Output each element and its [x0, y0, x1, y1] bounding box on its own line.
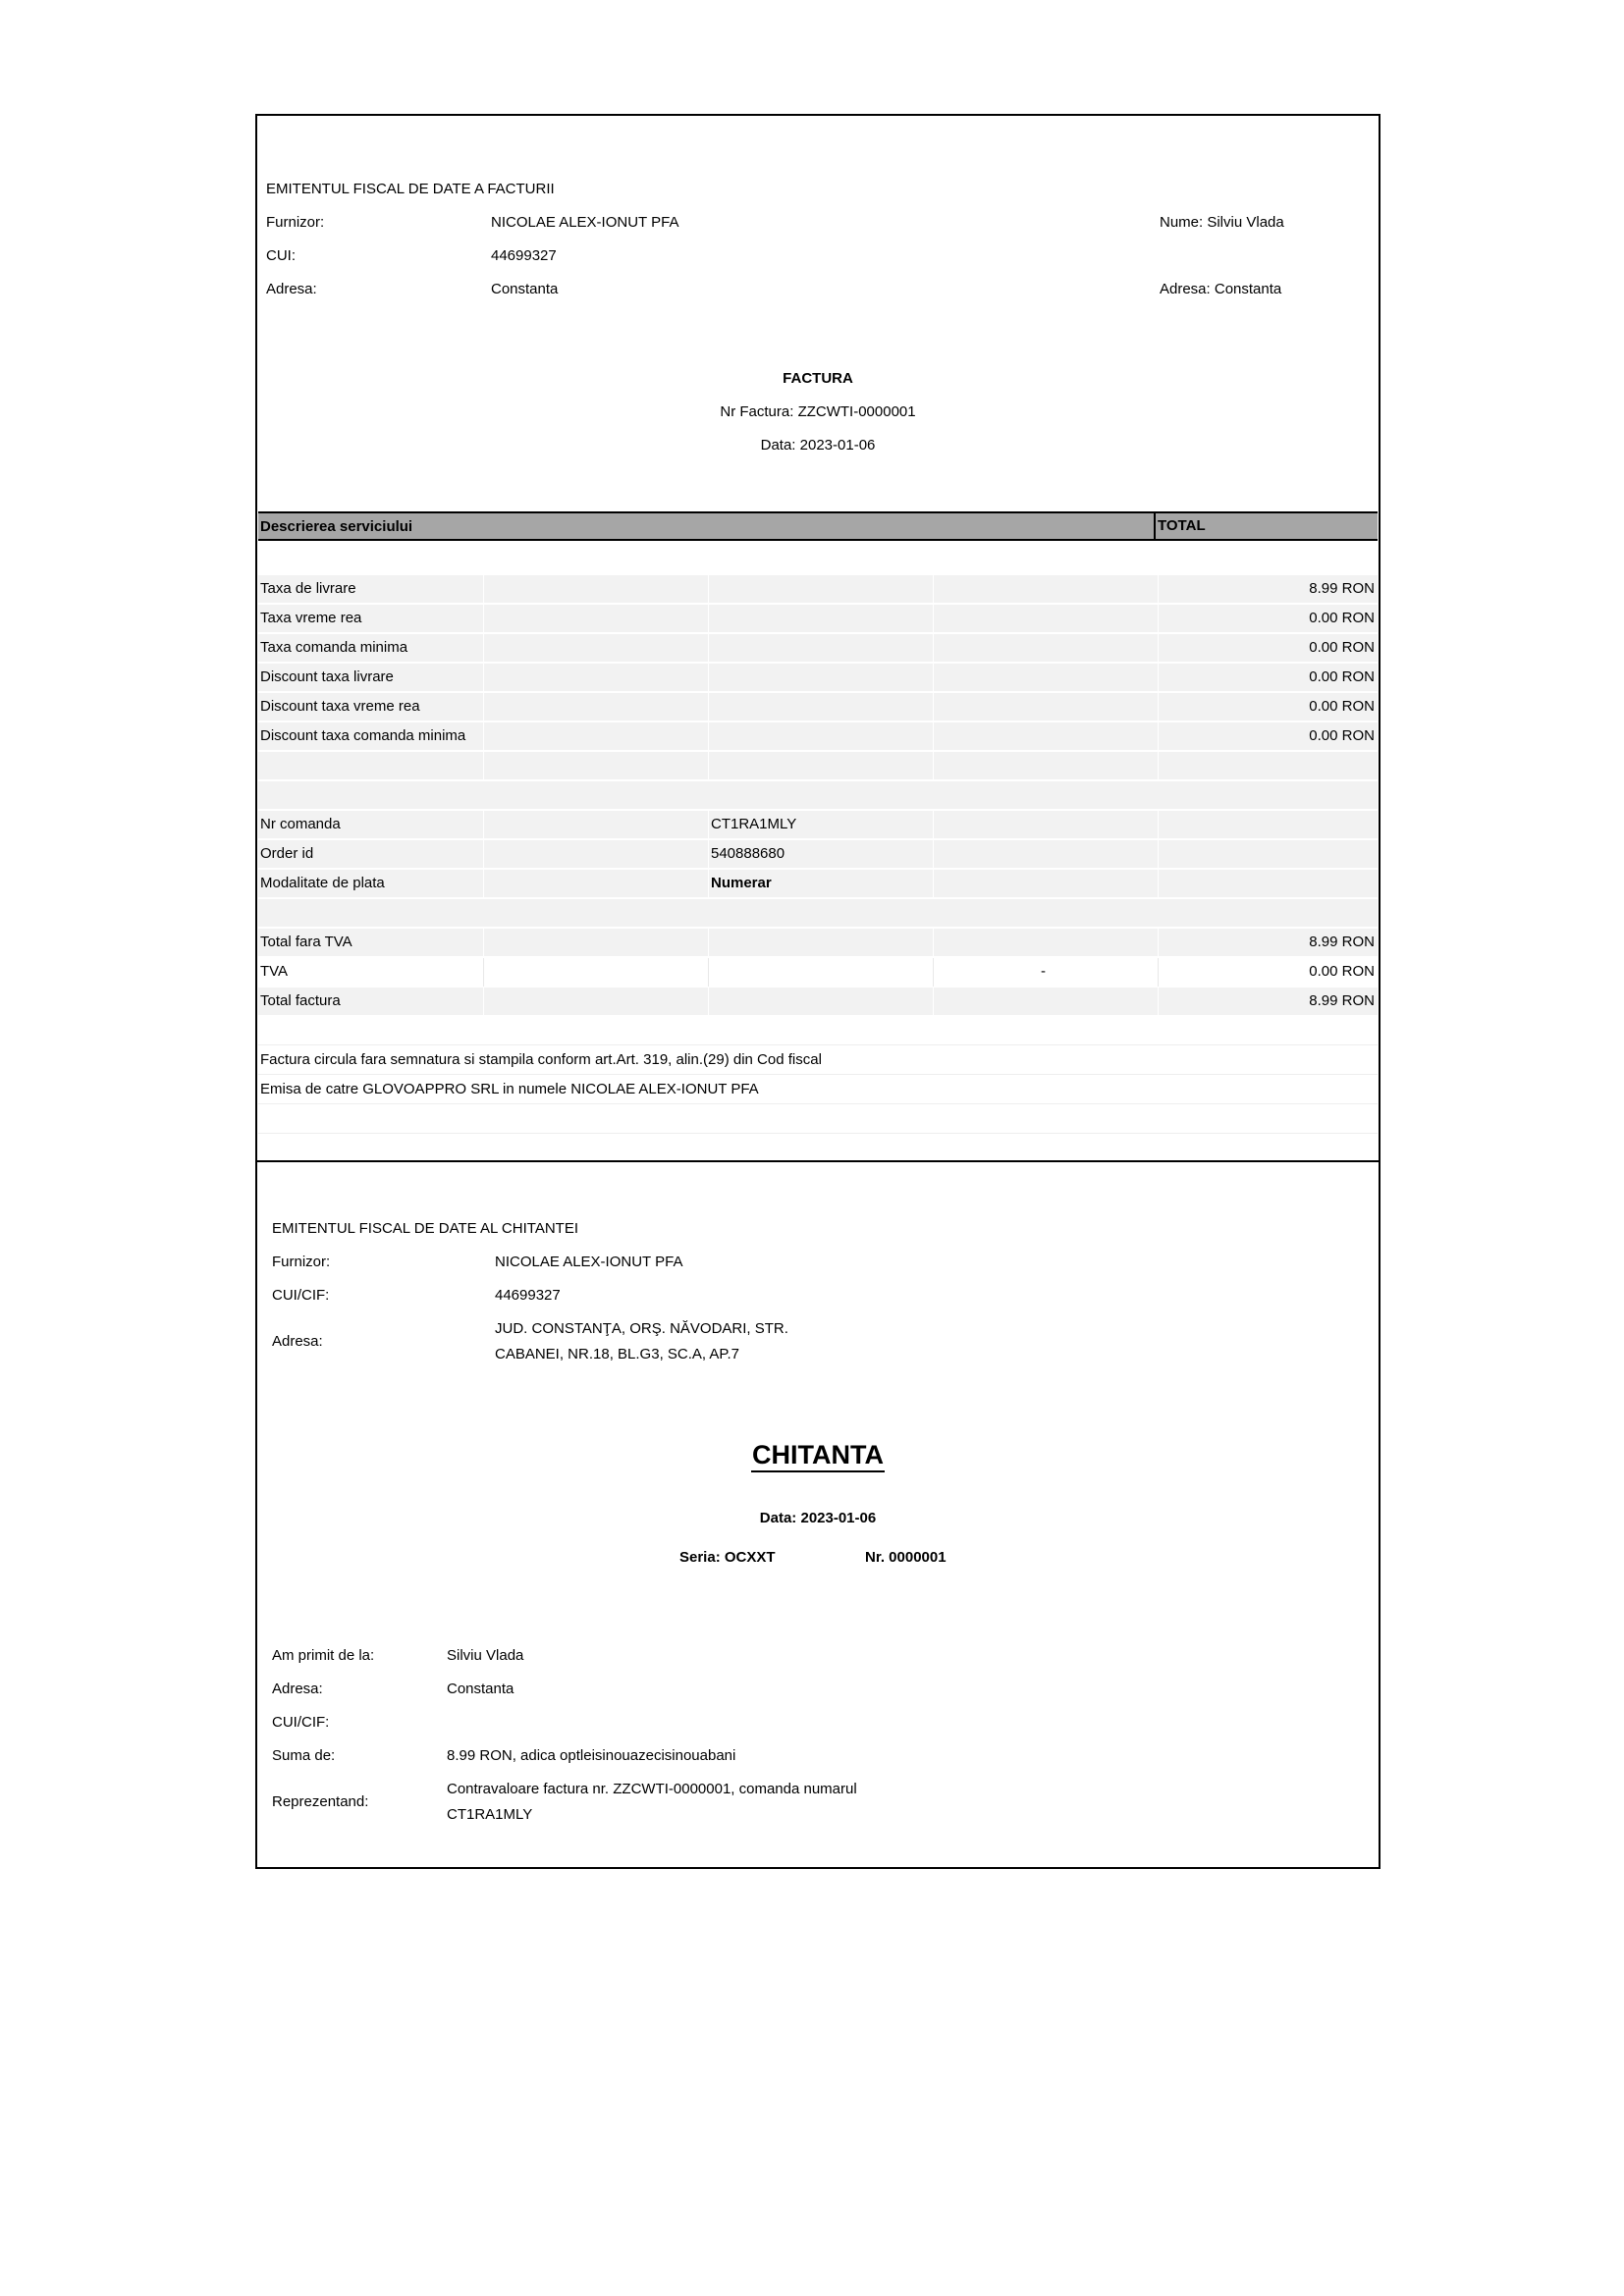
cui-value: 44699327	[491, 247, 557, 264]
header-total: TOTAL	[1154, 513, 1206, 539]
client-name: Nume: Silviu Vlada	[1160, 214, 1284, 231]
sum-value: 8.99 RON, adica optleisinouazecisinouabani	[447, 1747, 736, 1764]
payment-method-value: Numerar	[711, 875, 772, 891]
client-address: Adresa: Constanta	[1160, 281, 1282, 297]
table-row	[258, 840, 1378, 869]
fee-value: 8.99 RON	[1309, 580, 1375, 597]
invoice-number: Nr Factura: ZZCWTI-0000001	[720, 403, 916, 420]
table-row	[258, 899, 1378, 928]
total-label: TVA	[260, 963, 289, 980]
table-row	[258, 1105, 1378, 1134]
fee-label: Discount taxa vreme rea	[260, 698, 420, 715]
order-value: 540888680	[711, 845, 785, 862]
tva-dash: -	[1041, 963, 1046, 980]
total-value: 8.99 RON	[1309, 992, 1375, 1009]
table-row	[258, 811, 1378, 839]
address-label: Adresa:	[266, 281, 317, 297]
fee-label: Discount taxa comanda minima	[260, 727, 466, 744]
fee-value: 0.00 RON	[1309, 727, 1375, 744]
receipt-issuer-heading: EMITENTUL FISCAL DE DATE AL CHITANTEI	[272, 1220, 578, 1237]
payer-address-value: Constanta	[447, 1681, 514, 1697]
receipt-supplier-label: Furnizor:	[272, 1254, 331, 1270]
total-label: Total factura	[260, 992, 341, 1009]
receipt-supplier-value: NICOLAE ALEX-IONUT PFA	[495, 1254, 683, 1270]
table-row	[258, 547, 1378, 575]
header-description: Descrierea serviciului	[260, 518, 413, 535]
fee-value: 0.00 RON	[1309, 610, 1375, 626]
supplier-label: Furnizor:	[266, 214, 325, 231]
fee-value: 0.00 RON	[1309, 639, 1375, 656]
representing-label: Reprezentand:	[272, 1793, 369, 1810]
order-value: CT1RA1MLY	[711, 816, 797, 832]
invoice-issuer-heading: EMITENTUL FISCAL DE DATE A FACTURII	[266, 181, 555, 197]
table-row	[258, 929, 1378, 957]
supplier-value: NICOLAE ALEX-IONUT PFA	[491, 214, 679, 231]
sum-label: Suma de:	[272, 1747, 336, 1764]
payer-cif-label: CUI/CIF:	[272, 1714, 330, 1731]
fee-label: Taxa comanda minima	[260, 639, 408, 656]
fee-value: 0.00 RON	[1309, 698, 1375, 715]
receipt-number: Nr. 0000001	[865, 1549, 947, 1566]
table-row	[258, 781, 1378, 810]
address-value: Constanta	[491, 281, 559, 297]
representing-line-1: Contravaloare factura nr. ZZCWTI-0000001, comanda numarul	[447, 1781, 857, 1797]
received-from-label: Am primit de la:	[272, 1647, 375, 1664]
invoice-date: Data: 2023-01-06	[760, 437, 876, 454]
issuer-note: Emisa de catre GLOVOAPPRO SRL in numele NICOLAE ALEX-IONUT PFA	[260, 1081, 759, 1097]
table-row	[258, 988, 1378, 1016]
fee-label: Taxa vreme rea	[260, 610, 362, 626]
fee-value: 0.00 RON	[1309, 668, 1375, 685]
table-header	[258, 511, 1378, 541]
cui-label: CUI:	[266, 247, 296, 264]
total-value: 0.00 RON	[1309, 963, 1375, 980]
table-row	[258, 605, 1378, 633]
payer-address-label: Adresa:	[272, 1681, 323, 1697]
table-row	[258, 870, 1378, 898]
receipt-cif-value: 44699327	[495, 1287, 561, 1304]
receipt-series: Seria: OCXXT	[679, 1549, 776, 1566]
received-from-value: Silviu Vlada	[447, 1647, 524, 1664]
note-row	[258, 1046, 1378, 1075]
table-row	[258, 752, 1378, 780]
receipt-address-line-1: JUD. CONSTANŢA, ORŞ. NĂVODARI, STR.	[495, 1320, 788, 1337]
receipt-title: CHITANTA	[751, 1440, 885, 1472]
note-row	[258, 1076, 1378, 1104]
invoice-title: FACTURA	[783, 370, 853, 387]
total-label: Total fara TVA	[260, 934, 352, 950]
receipt-title-wrap	[255, 1439, 1380, 1470]
order-label: Modalitate de plata	[260, 875, 385, 891]
receipt-date: Data: 2023-01-06	[759, 1510, 877, 1526]
receipt-cif-label: CUI/CIF:	[272, 1287, 330, 1304]
fee-label: Taxa de livrare	[260, 580, 356, 597]
order-label: Nr comanda	[260, 816, 341, 832]
total-value: 8.99 RON	[1309, 934, 1375, 950]
legal-note: Factura circula fara semnatura si stampila conform art.Art. 319, alin.(29) din Cod fiscal	[260, 1051, 822, 1068]
table-row	[258, 722, 1378, 751]
table-row	[258, 664, 1378, 692]
representing-line-2: CT1RA1MLY	[447, 1806, 533, 1823]
section-divider	[255, 1160, 1380, 1162]
table-row	[258, 575, 1378, 604]
table-row	[258, 634, 1378, 663]
receipt-address-line-2: CABANEI, NR.18, BL.G3, SC.A, AP.7	[495, 1346, 740, 1362]
order-label: Order id	[260, 845, 314, 862]
receipt-address-label: Adresa:	[272, 1333, 323, 1350]
table-row	[258, 1017, 1378, 1045]
fee-label: Discount taxa livrare	[260, 668, 394, 685]
table-row	[258, 693, 1378, 721]
table-row	[258, 958, 1378, 987]
